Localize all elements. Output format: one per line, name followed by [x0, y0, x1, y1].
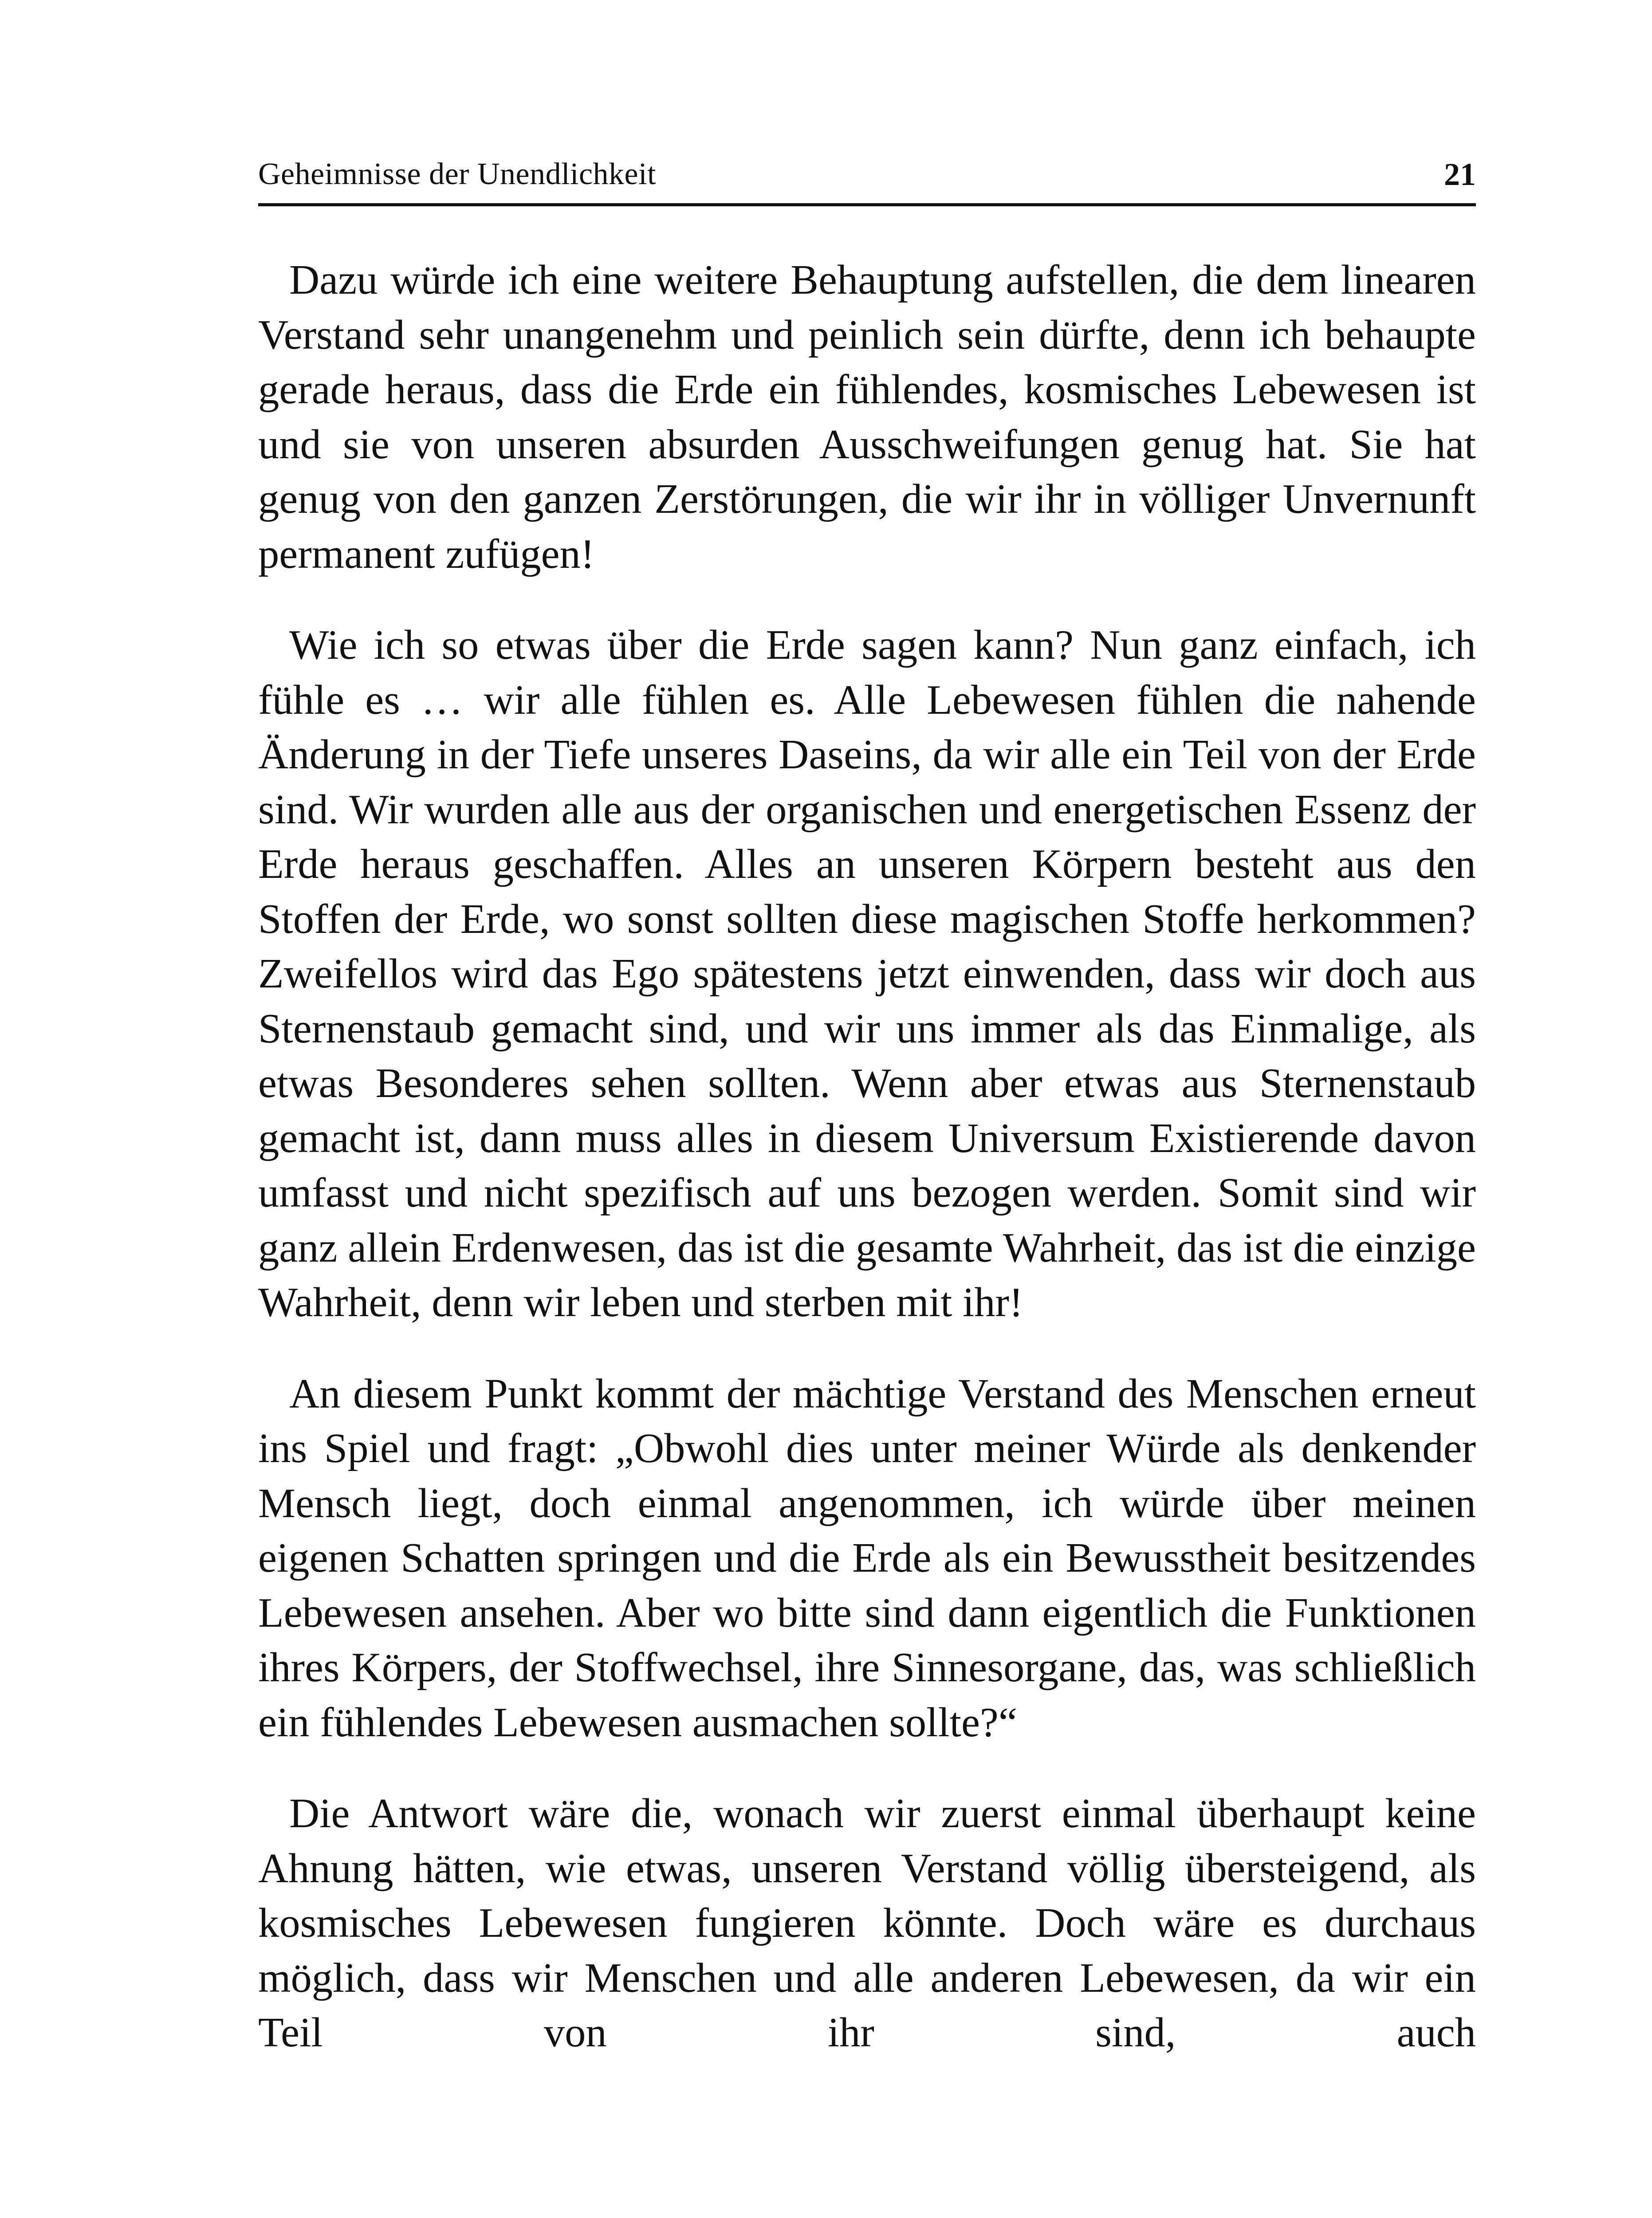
running-header: [258, 152, 1476, 197]
paragraph: Die Antwort wäre die, wonach wir zuerst einmal überhaupt keine Ahnung hätten, wie etwas, unseren Verstand völlig übersteigend, als kosmisches Lebewesen fungieren könnte. Doch wäre es durchaus möglich, dass wir Menschen und alle anderen Lebewesen, da wir ein Teil von ihr sind, auch: [258, 1790, 1476, 2056]
paragraph: Wie ich so etwas über die Erde sagen kann? Nun ganz einfach, ich fühle es … wir alle fühlen es. Alle Lebewesen fühlen die nahende Änderung in der Tiefe unseres Daseins, da wir alle ein Teil von der Erde sind. Wir wurden alle aus der organischen und energetischen Essenz der Erde heraus geschaffen. Alles an unseren Körpern besteht aus den Stoffen der Erde, wo sonst sollten diese magischen Stoffe herkommen? Zweifellos wird das Ego spätestens jetzt einwenden, dass wir doch aus Sternenstaub gemacht sind, und wir uns immer als das Einmalige, als etwas Besonderes sehen sollten. Wenn aber etwas aus Sternenstaub gemacht ist, dann muss alles in diesem Universum Existierende davon umfasst und nicht spezifisch auf uns bezogen werden. Somit sind wir ganz allein Erdenwesen, das ist die gesamte Wahrheit, das ist die einzige Wahrheit, denn wir leben und sterben mit ihr!: [258, 622, 1476, 1325]
page-number: 21: [1444, 156, 1476, 192]
running-title: Geheimnisse der Unendlichkeit: [258, 157, 657, 191]
body-text: [258, 253, 1476, 2097]
paragraph: An diesem Punkt kommt der mächtige Verstand des Menschen erneut ins Spiel und fragt: „Obwohl dies unter meiner Würde als denkender Mensch liegt, doch einmal angenommen, ich würde über meinen eigenen Schatten springen und die Erde als ein Bewusstheit besitzendes Lebewesen ansehen. Aber wo bitte sind dann eigentlich die Funktionen ihres Körpers, der Stoffwechsel, ihre Sinnesorgane, das, was schließlich ein fühlendes Lebewesen ausmachen sollte?“: [258, 1370, 1476, 1746]
paragraph: Dazu würde ich eine weitere Behauptung aufstellen, die dem linearen Verstand sehr unangenehm und peinlich sein dürfte, denn ich behaupte gerade heraus, dass die Erde ein fühlendes, kosmisches Lebewesen ist und sie von unseren absurden Ausschweifungen genug hat. Sie hat genug von den ganzen Zerstörungen, die wir ihr in völliger Unvernunft permanent zufügen!: [258, 257, 1476, 577]
header-rule: [258, 203, 1476, 206]
